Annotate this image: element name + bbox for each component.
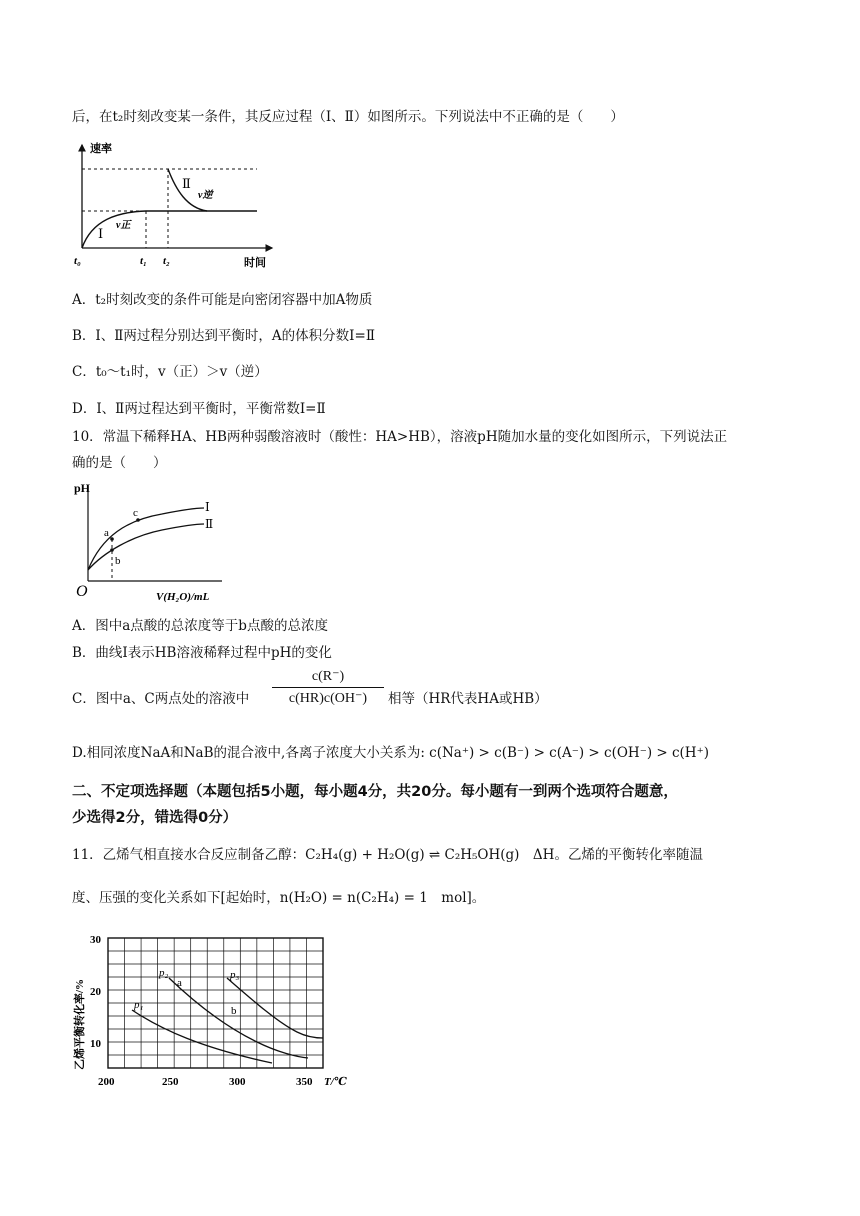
question9-stem: 后，在t₂时刻改变某一条件，其反应过程（Ⅰ、Ⅱ）如图所示。下列说法中不正确的是（ ）	[72, 109, 624, 125]
t0-label: t₀	[74, 255, 81, 267]
y-axis-label: 速率	[90, 143, 112, 155]
curve-ii-label: Ⅱ	[182, 176, 191, 191]
point-b-label: b	[115, 555, 121, 567]
rate-time-graph	[72, 140, 282, 270]
x-tick-200: 200	[98, 1076, 115, 1088]
point-b-label: b	[231, 1005, 237, 1017]
section2-header-line1: 二、不定项选择题（本题包括5小题，每小题4分，共20分。每小题有一到两个选项符合题意，	[72, 784, 678, 800]
section2-header-line2: 少选得2分，错选得0分）	[72, 810, 238, 826]
x-axis-label: T/℃	[324, 1076, 347, 1088]
q10-stem-line1: 10．常温下稀释HA、HB两种弱酸溶液时（酸性：HA>HB），溶液pH随加水量的变化如图所示，下列说法正	[72, 429, 728, 445]
fraction-denominator: c(HR)c(OH⁻)	[288, 691, 368, 706]
curve-i	[82, 211, 257, 248]
y-axis-label: 乙烯平衡转化率/%	[74, 978, 86, 1070]
q10-option-a: A．图中a点酸的总浓度等于b点酸的总浓度	[72, 618, 328, 634]
v-forward-label: v正	[116, 220, 131, 231]
point-c-label: c	[133, 507, 138, 519]
y-tick-20: 20	[90, 986, 101, 998]
y-axis-label: pH	[74, 481, 91, 495]
curve-i	[88, 508, 204, 570]
x-axis-label: V(H₂O)/mL	[156, 591, 210, 603]
curve-ii-label: Ⅱ	[205, 517, 214, 531]
q10-option-c-prefix: C．图中a、C两点处的溶液中	[72, 691, 250, 707]
p2-label: p₂	[159, 967, 169, 979]
point-a	[110, 537, 114, 541]
q9-option-b: B．Ⅰ、Ⅱ两过程分别达到平衡时，A的体积分数Ⅰ=Ⅱ	[72, 328, 375, 344]
y-tick-30: 30	[90, 934, 101, 946]
x-axis-label: 时间	[244, 257, 266, 269]
p3-label: p₃	[230, 969, 240, 981]
t1-label: t₁	[140, 255, 147, 267]
origin-label: O	[76, 583, 88, 600]
q11-stem-line2: 度、压强的变化关系如下[起始时，n(H₂O) = n(C₂H₄) = 1 mol]。	[72, 890, 486, 906]
y-tick-10: 10	[90, 1038, 101, 1050]
fraction-numerator: c(R⁻)	[272, 668, 384, 688]
curve-i-label: Ⅰ	[98, 226, 104, 241]
point-b	[110, 548, 114, 552]
q9-option-a: A．t₂时刻改变的条件可能是向密闭容器中加A物质	[72, 292, 373, 308]
q10-option-c-suffix: 相等（HR代表HA或HB）	[388, 691, 548, 707]
q10-option-c-fraction	[272, 668, 384, 707]
q11-stem-line1: 11．乙烯气相直接水合反应制备乙醇：C₂H₄(g) + H₂O(g) ⇌ C₂H₅OH(g) ΔH。乙烯的平衡转化率随温	[72, 847, 703, 863]
x-tick-300: 300	[229, 1076, 246, 1088]
p1-label: p₁	[134, 999, 144, 1011]
q10-option-d: D.相同浓度NaA和NaB的混合液中,各离子浓度大小关系为: c(Na⁺) > c(B⁻) > c(A⁻) > c(OH⁻) > c(H⁺)	[72, 745, 709, 761]
curve-i-label: Ⅰ	[205, 500, 210, 514]
v-reverse-label: v逆	[198, 190, 213, 201]
q9-option-d: D．Ⅰ、Ⅱ两过程达到平衡时，平衡常数Ⅰ=Ⅱ	[72, 401, 326, 417]
q9-option-c: C．t₀～t₁时，v（正）＞v（逆）	[72, 364, 268, 380]
q10-option-b: B．曲线I表示HB溶液稀释过程中pH的变化	[72, 645, 332, 661]
x-tick-250: 250	[162, 1076, 179, 1088]
t2-label: t₂	[163, 255, 170, 267]
point-a-label: a	[177, 977, 182, 989]
ph-dilution-graph	[72, 478, 232, 608]
q10-stem-line2: 确的是（ ）	[72, 455, 167, 471]
x-tick-350: 350	[296, 1076, 313, 1088]
conversion-temperature-graph	[72, 930, 362, 1090]
point-a-label: a	[104, 527, 109, 539]
